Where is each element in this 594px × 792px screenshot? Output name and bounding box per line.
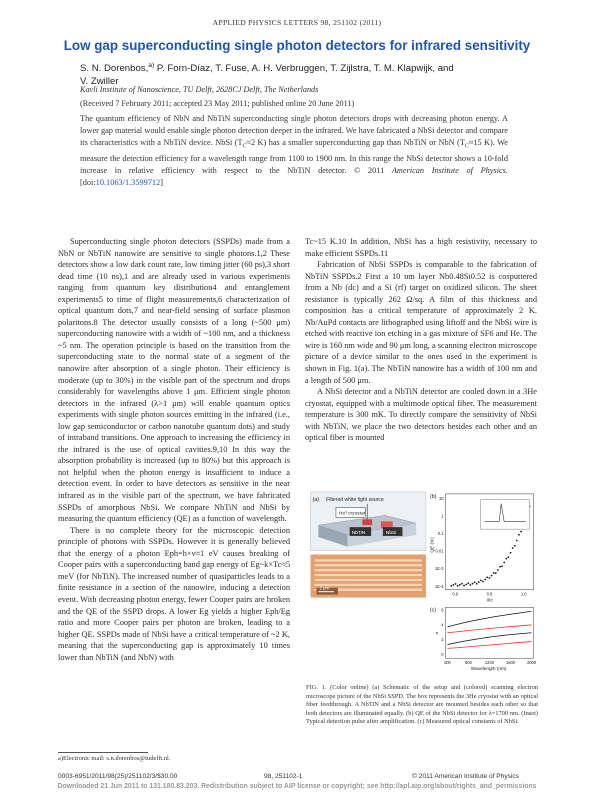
qe-data-point	[469, 584, 471, 586]
left-column	[58, 236, 290, 756]
qe-data-point	[467, 582, 469, 584]
b-xlabel: I/Ic	[486, 597, 493, 603]
sem-image	[311, 555, 426, 598]
nbsi-label: NbSi	[385, 531, 397, 537]
b-ylabel: QE (%)	[429, 537, 435, 553]
c-xlabel: Wavelength (nm)	[470, 665, 507, 671]
abstract-part-3: ≈15 K). We measure the detection efficiency for a wavelength range from 1100 to 1900 nm. In this range the NbSi detector shows a 10-fold increase in relative efficiency with respect to the NbTiN detector. © 2011	[80, 137, 508, 176]
qe-data-point	[508, 556, 510, 558]
qe-data-point	[459, 584, 461, 586]
panel-a-label: (a)	[312, 496, 320, 503]
right-paragraph: Fabrication of NbSi SSPDs is comparable to the fabrication of NbTiN SSPDs.2 First a 10 nm layer Nb0.48Si0.52 is cosputtered from a Nb (dc) and a Si (rf) target on oxidized silicon. The sheet resistance is typically 262 Ω/sq. A film of this thickness and composition has a critical temperature of approximately 2 K. Nb/AuPd contacts are lithographed using liftoff and the NbSi wire is etched with reactive ion etching in a gas mixture of SF6 and He. The wire is 160 nm wide and 90 μm long, a scanning electron microscope picture of a device similar to the ones used in the experiment is shown in Fig. 1(a). The NbTiN nanowire has a width of 100 nm and a length of 500 μm.	[305, 260, 537, 385]
last-author: V. Zwiller	[80, 76, 119, 88]
qe-data-point	[491, 575, 493, 577]
doi-suffix: ]	[160, 178, 163, 188]
qe-data-point	[474, 581, 476, 583]
qe-data-point	[505, 558, 507, 560]
right-column	[305, 236, 537, 486]
qe-data-point	[484, 579, 486, 581]
qe-data-point	[514, 545, 516, 547]
panel-a-text: Filtered white light source	[326, 496, 384, 503]
qe-data-point	[503, 562, 505, 564]
abstract	[80, 113, 508, 189]
footnote-rule	[58, 752, 148, 753]
qe-data-point	[499, 566, 501, 568]
qe-data-point	[453, 584, 455, 586]
left-paragraph: Superconducting single photon detectors (SSPDs) made from a NbN or NbTiN nanowire are sensitive to single photons.1,2 These detectors show a low dark count rate, low timing jitter (60 ps),3 short dead time (10 ns),1 and are already used in various experiments ranging from quantum key distribution4 and entanglement experiments5 to time of flight measurements,6 characterization of optical quantum dots,7 and near-field sensing of surface plasmon polaritons.8 The detector usually consists of a long (~500 μm) superconducting nanowire with a width of ~100 nm, and a thickness ~5 nm. The operation principle is based on the transition from the superconducting state to the normal state of a segment of the nanowire after absorption of a single photon. Their efficiency is moderate (up to 30%) in the visible part of the spectrum and drops considerably for wavelengths above 1 μm. Efficient single photon detectors in the infrared (λ>1 μm) will enable quantum optics experiments with single photon sources emitting in the infrared (i.e., low gap semiconductor or carbon nanotube quantum dots) and study of intraband transitions. One approach to increasing the efficiency in the infrared is the use of optical cavities.9,10 In this way the absorption probability is increased (up to 80%) but this approach is not helpful when the photon energy is insufficient to induce a detection event. In order to have detectors as sensitive in the near infrared as in the visible part of the spectrum, we have fabricated SSPDs of amorphous NbSi. We compare NbTiN and NbSi by measuring the quantum efficiency (QE) as a function of wavelength.	[58, 237, 290, 524]
qe-data-point	[478, 581, 480, 583]
tick-label: 0	[441, 652, 444, 658]
tick-label: 0.8	[486, 591, 493, 597]
author-footnote-marker[interactable]: a)	[148, 62, 155, 69]
tick-label: 0.6	[452, 591, 459, 597]
nbtin-label: NbTiN	[351, 531, 366, 537]
authors	[80, 59, 520, 88]
doi-prefix: [doi:	[80, 178, 96, 188]
abstract-subscript: C	[464, 143, 469, 150]
panel-c-label: (c)	[429, 607, 437, 614]
tick-label: 1E-3	[434, 566, 444, 572]
abstract-part-1: The quantum efficiency of NbN and NbTiN superconducting single photon detectors drops with decreasing photon energy. A lower gap material would enable single photon detection deeper in the infrared. We have fabricated a NbSi detector and compare its characteristics with a NbTiN device. NbSi (T	[80, 114, 508, 147]
publication-dates: (Received 7 February 2011; accepted 23 May 2011; published online 20 June 2011)	[80, 99, 355, 108]
panel-a	[311, 492, 426, 551]
scale-bar-label: 2 μm	[319, 585, 330, 591]
panel-b-label: (b)	[429, 493, 437, 500]
qe-data-point	[461, 583, 463, 585]
qe-data-point	[480, 580, 482, 582]
journal-header: APPLIED PHYSICS LETTERS 98, 251102 (2011)	[212, 18, 382, 27]
left-paragraph: There is no complete theory for the microscopic detection principle of photons with SSPDs. However it is generally believed that the energy of a photon Eph=h×ν≈1 eV causes breaking of Cooper pairs with a superconducting band gap energy of Eg~k×Tc≈5 meV (for NbTiN). The increased number of quasiparticles leads to a finite resistance in a section of the nanowire, inducing a detection event. With decreasing photon energy, fewer Cooper pairs are broken and the QE of the SSPD drops. A lower Eg yields a higher Eph/Eg ratio and more Cooper pairs per photon are broken, leading to a higher QE. SSPDs made of NbSi have a critical temperature of ~2 K, meaning that the superconducting gap is approximately 10 times lower than NbTiN (and NbN) with	[58, 525, 290, 662]
panel-c	[430, 607, 537, 671]
qe-data-point	[520, 531, 522, 533]
abstract-subscript: C	[242, 143, 247, 150]
tick-label: 800	[465, 660, 472, 666]
qe-data-point	[476, 583, 478, 585]
qe-data-point	[457, 585, 459, 587]
tick-label: 2	[441, 637, 444, 643]
figure-caption: FIG. 1. (Color online) (a) Schematic of the setup and (colored) scanning electron microscope picture of the NbSi SSPD. The box represents the 3He cryostat with an optical fiber feedthrough. A NbTiN and a NbSi detector are mounted besides each other so that both detectors are illuminated equally. (b) QE of the NbSi detector for λ=1700 nm. (Inset) Typical detection pulse after amplification. (c) Measured optical constants of NbSi.	[306, 684, 538, 726]
footer-page: 98, 251102-1	[264, 773, 303, 780]
c-ylabel: n	[435, 630, 439, 636]
qe-data-point	[510, 552, 512, 554]
tick-label: 0.01	[435, 548, 444, 554]
figure-1	[306, 490, 538, 792]
qe-data-point	[495, 572, 497, 574]
cryostat-label: He³ cryostat	[338, 511, 366, 517]
affiliation: Kavli Institute of Nanoscience, TU Delft, 2628CJ Delft, The Netherlands	[80, 85, 319, 94]
qe-data-point	[489, 577, 491, 579]
qe-data-point	[518, 534, 520, 536]
qe-data-point	[482, 581, 484, 583]
tick-label: 1E-4	[434, 583, 444, 589]
right-paragraph: A NbSi detector and a NbTiN detector are cooled down in a 3He cryostat, equipped with a multimode optical fiber. The measurement temperature is 300 mK. To directly compare the sensitivity of NbSi with NbTiN, we place the two detectors besides each other and an optical fiber is mounted	[305, 387, 537, 443]
qe-data-point	[497, 569, 499, 571]
tick-label: 1600	[505, 660, 516, 666]
qe-data-point	[512, 547, 514, 549]
footnote: a)Electronic mail: s.n.dorenbos@tudelft.nl.	[58, 755, 171, 762]
panel-b	[430, 494, 534, 603]
tick-label: 1	[441, 513, 444, 519]
tick-label: 6	[441, 607, 444, 613]
tick-label: 1.0	[520, 591, 527, 597]
qe-data-point	[450, 585, 452, 587]
doi-link[interactable]: 10.1063/1.3599712	[95, 178, 161, 188]
abstract-part-2: ≈2 K) has a smaller superconducting gap than NbTiN or NbN (T	[246, 137, 465, 147]
paper-title: Low gap superconducting single photon detectors for infrared sensitivity	[63, 38, 531, 53]
qe-data-point	[493, 572, 495, 574]
other-authors: P. Forn-Díaz, T. Fuse, A. H. Verbruggen, T. Zijlstra, T. M. Klapwijk, and	[154, 63, 454, 75]
qe-data-point	[516, 540, 518, 542]
qe-data-point	[472, 583, 474, 585]
tick-label: 400	[444, 660, 451, 666]
tick-label: 10	[438, 495, 444, 501]
qe-data-point	[465, 584, 467, 586]
download-notice: Downloaded 21 Jun 2011 to 131.180.83.203. Redistribution subject to AIP license or copyright; see http://apl.aip.org/about/rights_and_permissions	[57, 783, 537, 790]
right-paragraph: Tc~15 K.10 In addition, NbSi has a high resistivity, necessary to make efficient SSPDs.11	[305, 237, 537, 258]
abstract-publisher: American Institute of Physics.	[391, 166, 508, 176]
footer-issn: 0003-6951/2011/98(25)/251102/3/$30.00	[58, 773, 178, 780]
tick-label: 2000	[526, 660, 537, 666]
qe-data-point	[455, 583, 457, 585]
tick-label: 1200	[484, 660, 495, 666]
qe-data-point	[463, 585, 465, 587]
qe-data-point	[486, 577, 488, 579]
tick-label: 0.1	[437, 530, 444, 536]
footer-copyright: © 2011 American Institute of Physics	[412, 773, 519, 780]
tick-label: 4	[441, 622, 444, 628]
first-author: S. N. Dorenbos,	[80, 63, 149, 75]
qe-data-point	[501, 565, 503, 567]
